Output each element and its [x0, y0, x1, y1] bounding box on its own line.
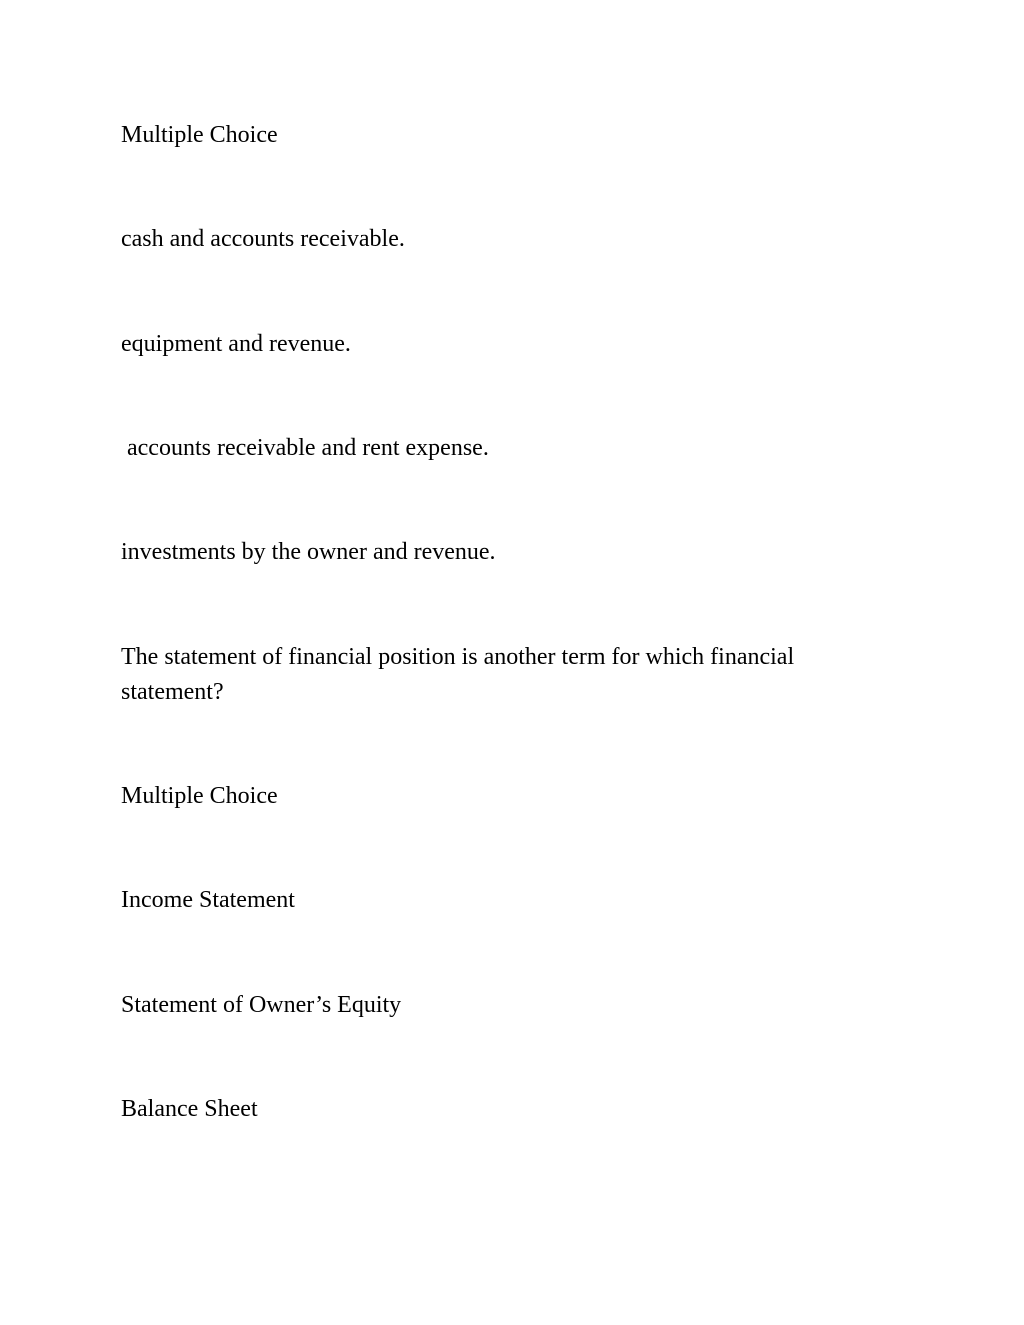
multiple-choice-heading-2: Multiple Choice	[121, 783, 278, 809]
answer-option-c: accounts receivable and rent expense.	[121, 435, 489, 461]
multiple-choice-heading: Multiple Choice	[121, 122, 278, 148]
answer-option-owners-equity: Statement of Owner’s Equity	[121, 992, 402, 1018]
answer-option-income-statement: Income Statement	[121, 887, 295, 913]
question-text: The statement of financial position is another term for which financial statement?	[121, 644, 795, 705]
answer-option-balance-sheet: Balance Sheet	[121, 1096, 258, 1122]
answer-option-a: cash and accounts receivable.	[121, 226, 405, 252]
answer-option-d: investments by the owner and revenue.	[121, 539, 496, 565]
answer-option-b: equipment and revenue.	[121, 331, 351, 357]
